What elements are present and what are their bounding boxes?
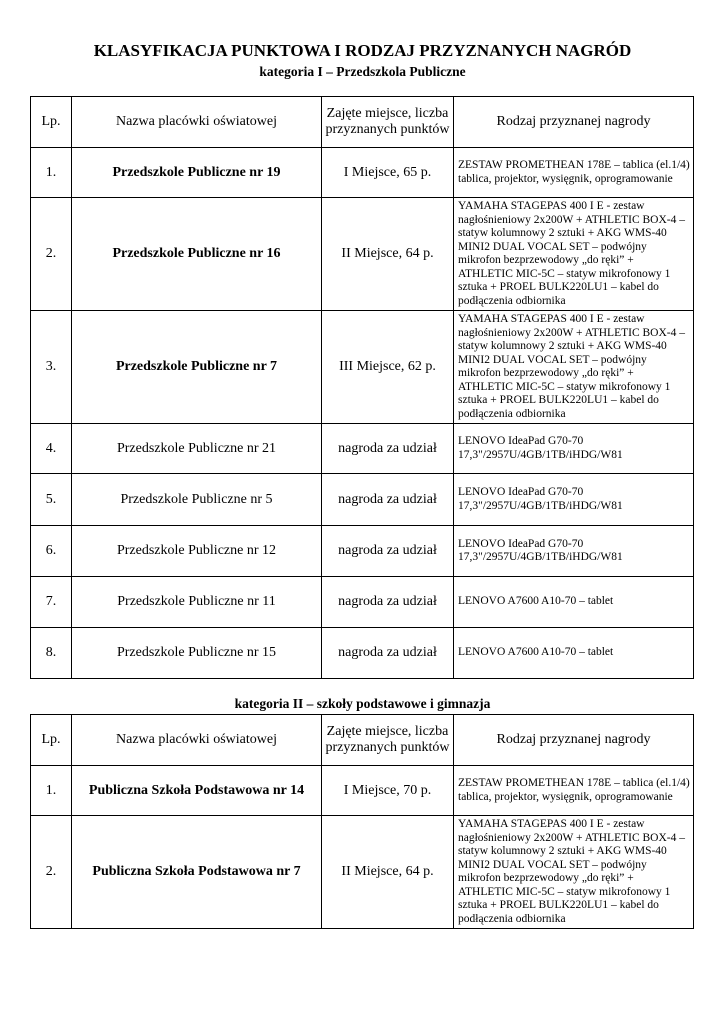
row-prize: ZESTAW PROMETHEAN 178E – tablica (el.1/4) tablica, projektor, wysięgnik, oprogramowanie	[454, 766, 694, 816]
row-lp: 1.	[31, 148, 72, 198]
row-prize: YAMAHA STAGEPAS 400 I E - zestaw nagłośnieniowy 2x200W + ATHLETIC BOX-4 – statyw kolumnowy 2 sztuki + AKG WMS-40 MINI2 DUAL VOCAL SET – podwójny mikrofon bezprzewodowy „do ręki” + ATHLETIC MIC-5C – statyw mikrofonowy 1 sztuka + PROEL BULK220LU1 – kabel do podłączenia odbiornika	[454, 816, 694, 929]
row-lp: 4.	[31, 424, 72, 474]
table-row	[31, 628, 694, 679]
row-name: Przedszkole Publiczne nr 11	[72, 577, 322, 628]
row-prize: LENOVO A7600 A10-70 – tablet	[454, 628, 694, 679]
table-row	[31, 474, 694, 526]
row-lp: 1.	[31, 766, 72, 816]
row-name: Przedszkole Publiczne nr 12	[72, 526, 322, 577]
row-prize: LENOVO A7600 A10-70 – tablet	[454, 577, 694, 628]
row-lp: 3.	[31, 311, 72, 424]
header-lp: Lp.	[31, 97, 72, 148]
table-row	[31, 766, 694, 816]
table-header-row	[31, 97, 694, 148]
row-place: II Miejsce, 64 p.	[322, 816, 454, 929]
row-place: I Miejsce, 70 p.	[322, 766, 454, 816]
row-lp: 5.	[31, 474, 72, 526]
table-row	[31, 577, 694, 628]
category-2-heading: kategoria II – szkoły podstawowe i gimnazja	[234, 696, 491, 711]
table-row	[31, 424, 694, 474]
category-2-table	[30, 714, 694, 929]
table-row	[31, 311, 694, 424]
row-name: Przedszkole Publiczne nr 5	[72, 474, 322, 526]
row-place: nagroda za udział	[322, 577, 454, 628]
category-1-table	[30, 96, 694, 679]
row-name: Przedszkole Publiczne nr 7	[72, 311, 322, 424]
row-prize: ZESTAW PROMETHEAN 178E – tablica (el.1/4) tablica, projektor, wysięgnik, oprogramowanie	[454, 148, 694, 198]
row-lp: 6.	[31, 526, 72, 577]
table-header-row	[31, 715, 694, 766]
row-prize: LENOVO IdeaPad G70-70 17,3"/2957U/4GB/1TB/iHDG/W81	[454, 424, 694, 474]
row-place: II Miejsce, 64 p.	[322, 198, 454, 311]
row-lp: 2.	[31, 198, 72, 311]
header-prize: Rodzaj przyznanej nagrody	[454, 715, 694, 766]
row-name: Publiczna Szkoła Podstawowa nr 7	[72, 816, 322, 929]
header-name: Nazwa placówki oświatowej	[72, 715, 322, 766]
category-1-heading: kategoria I – Przedszkola Publiczne	[259, 64, 466, 79]
document-title: KLASYFIKACJA PUNKTOWA I RODZAJ PRZYZNANYCH NAGRÓD	[93, 41, 632, 60]
row-place: I Miejsce, 65 p.	[322, 148, 454, 198]
header-prize: Rodzaj przyznanej nagrody	[454, 97, 694, 148]
table-row	[31, 148, 694, 198]
row-name: Przedszkole Publiczne nr 19	[72, 148, 322, 198]
row-name: Przedszkole Publiczne nr 16	[72, 198, 322, 311]
row-place: III Miejsce, 62 p.	[322, 311, 454, 424]
row-lp: 8.	[31, 628, 72, 679]
table-row	[31, 198, 694, 311]
row-prize: YAMAHA STAGEPAS 400 I E - zestaw nagłośnieniowy 2x200W + ATHLETIC BOX-4 – statyw kolumnowy 2 sztuki + AKG WMS-40 MINI2 DUAL VOCAL SET – podwójny mikrofon bezprzewodowy „do ręki” + ATHLETIC MIC-5C – statyw mikrofonowy 1 sztuka + PROEL BULK220LU1 – kabel do podłączenia odbiornika	[454, 198, 694, 311]
row-name: Przedszkole Publiczne nr 21	[72, 424, 322, 474]
header-name: Nazwa placówki oświatowej	[72, 97, 322, 148]
table-row	[31, 816, 694, 929]
row-lp: 2.	[31, 816, 72, 929]
row-place: nagroda za udział	[322, 526, 454, 577]
header-place: Zajęte miejsce, liczba przyznanych punktów	[322, 97, 454, 148]
row-name: Publiczna Szkoła Podstawowa nr 14	[72, 766, 322, 816]
row-lp: 7.	[31, 577, 72, 628]
table-row	[31, 526, 694, 577]
header-place: Zajęte miejsce, liczba przyznanych punktów	[322, 715, 454, 766]
row-name: Przedszkole Publiczne nr 15	[72, 628, 322, 679]
row-place: nagroda za udział	[322, 474, 454, 526]
row-prize: LENOVO IdeaPad G70-70 17,3"/2957U/4GB/1TB/iHDG/W81	[454, 474, 694, 526]
row-prize: YAMAHA STAGEPAS 400 I E - zestaw nagłośnieniowy 2x200W + ATHLETIC BOX-4 – statyw kolumnowy 2 sztuki + AKG WMS-40 MINI2 DUAL VOCAL SET – podwójny mikrofon bezprzewodowy „do ręki” + ATHLETIC MIC-5C – statyw mikrofonowy 1 sztuka + PROEL BULK220LU1 – kabel do podłączenia odbiornika	[454, 311, 694, 424]
header-lp: Lp.	[31, 715, 72, 766]
row-prize: LENOVO IdeaPad G70-70 17,3"/2957U/4GB/1TB/iHDG/W81	[454, 526, 694, 577]
row-place: nagroda za udział	[322, 628, 454, 679]
row-place: nagroda za udział	[322, 424, 454, 474]
